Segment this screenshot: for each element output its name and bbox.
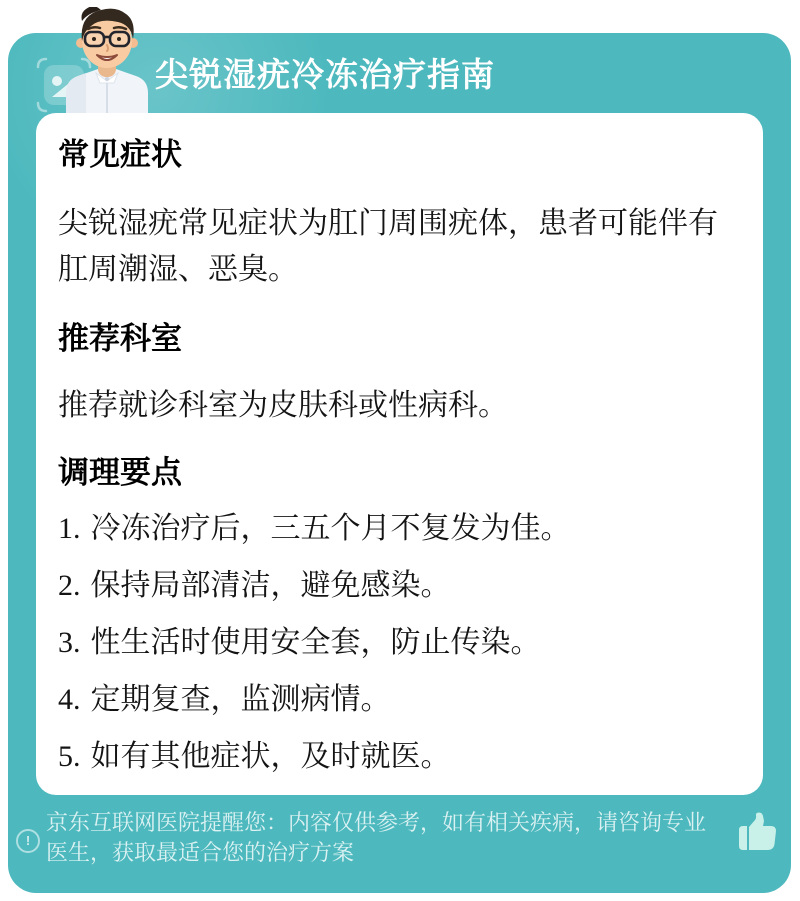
list-item-number: 5. (58, 740, 81, 773)
list-item (58, 511, 741, 547)
list-item-text: 性生活时使用安全套，防止传染。 (90, 626, 541, 659)
disclaimer-text: 京东互联网医院提醒您：内容仅供参考，如有相关疾病，请咨询专业医生，获取最适合您的治疗方案 (46, 810, 707, 865)
header (8, 33, 791, 113)
page-title: 尖锐湿疣冷冻治疗指南 (155, 56, 495, 93)
list-item-text: 保持局部清洁，避免感染。 (90, 569, 451, 602)
thumbs-up-icon[interactable] (733, 812, 777, 852)
section-heading-tips: 调理要点 (58, 455, 182, 490)
list-item-text: 定期复查，监测病情。 (90, 683, 391, 716)
list-item (58, 625, 741, 661)
list-item (58, 739, 741, 775)
section-heading-department: 推荐科室 (58, 321, 182, 356)
tips-list (58, 511, 741, 775)
footer-disclaimer-bar (14, 808, 777, 868)
section-body-department: 推荐就诊科室为皮肤科或性病科。 (58, 389, 508, 422)
list-item-text: 冷冻治疗后，三五个月不复发为佳。 (90, 512, 571, 545)
list-item-number: 1. (58, 512, 81, 545)
list-item (58, 682, 741, 718)
section-body-symptoms: 尖锐湿疣常见症状为肛门周围疣体，患者可能伴有肛周潮湿、恶臭。 (58, 207, 718, 286)
section-heading-symptoms: 常见症状 (58, 137, 182, 172)
list-item-number: 4. (58, 683, 81, 716)
list-item-number: 3. (58, 626, 81, 659)
info-icon: ! (16, 829, 40, 853)
doctor-avatar (56, 7, 158, 115)
card-container (8, 33, 791, 893)
list-item-text: 如有其他症状，及时就医。 (90, 740, 451, 773)
list-item (58, 568, 741, 604)
content-card (36, 113, 763, 795)
list-item-number: 2. (58, 569, 81, 602)
